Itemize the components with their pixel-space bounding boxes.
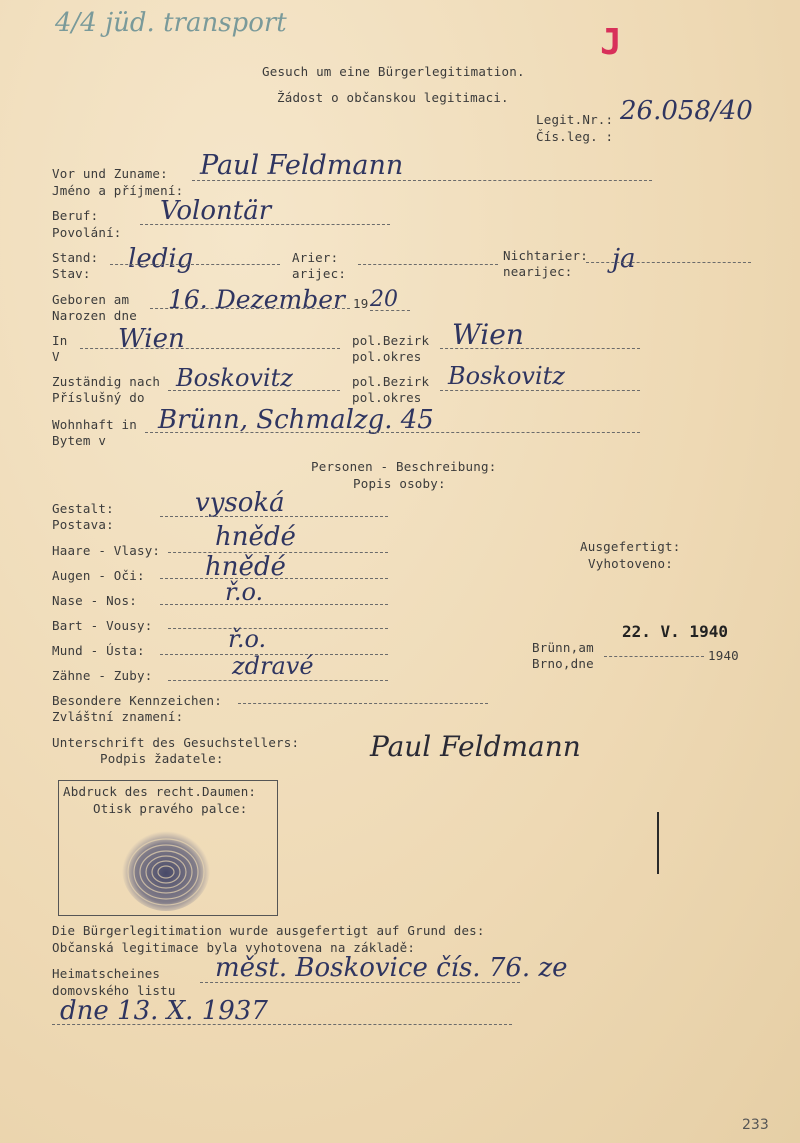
title-de: Gesuch um eine Bürgerlegitimation. bbox=[262, 64, 525, 79]
geb-label-cz: Narozen dne bbox=[52, 308, 137, 323]
stand-value: ledig bbox=[128, 244, 194, 274]
signature-label-cz: Podpis žadatele: bbox=[100, 751, 224, 766]
bezirk2-value: Boskovitz bbox=[448, 362, 565, 390]
gestalt-label-cz: Postava: bbox=[52, 517, 114, 532]
legit-label-de: Legit.Nr.: bbox=[536, 112, 614, 127]
nase-value: ř.o. bbox=[225, 578, 264, 606]
haare-label: Haare - Vlasy: bbox=[52, 543, 161, 558]
marks-label-de: Besondere Kennzeichen: bbox=[52, 693, 222, 708]
heimat-label-de: Heimatscheines bbox=[52, 966, 161, 981]
marks-label-cz: Zvláštní znamení: bbox=[52, 709, 184, 724]
desc-title-de: Personen - Beschreibung: bbox=[311, 459, 497, 474]
nichtarier-label-de: Nichtarier: bbox=[503, 248, 588, 263]
thumb-label-cz: Otisk pravého palce: bbox=[93, 801, 248, 816]
geb-year-prefix: 19 bbox=[353, 296, 369, 311]
page-number: 233 bbox=[742, 1117, 769, 1133]
wohn-label-cz: Bytem v bbox=[52, 433, 107, 448]
bezirk2-label-cz: pol.okres bbox=[352, 390, 422, 405]
legit-number: 26.058/40 bbox=[620, 96, 753, 126]
issued-stamp-date: 22. V. 1940 bbox=[622, 622, 728, 641]
basis-value-1: měst. Boskovice čís. 76. ze bbox=[215, 953, 568, 983]
desc-title-cz: Popis osoby: bbox=[353, 476, 446, 491]
wohn-value: Brünn, Schmalzg. 45 bbox=[158, 405, 434, 435]
arier-label-cz: arijec: bbox=[292, 266, 347, 281]
bezirk1-label-cz: pol.okres bbox=[352, 349, 422, 364]
issued-place-cz: Brno,dne bbox=[532, 656, 594, 671]
stand-label-de: Stand: bbox=[52, 250, 99, 265]
name-label-de: Vor und Zuname: bbox=[52, 166, 168, 181]
gestalt-label-de: Gestalt: bbox=[52, 501, 114, 516]
legit-label-cz: Čís.leg. : bbox=[536, 129, 614, 144]
stand-label-cz: Stav: bbox=[52, 266, 91, 281]
mund-value: ř.o. bbox=[228, 625, 267, 653]
arier-label-de: Arier: bbox=[292, 250, 339, 265]
stamp-letter-j: J bbox=[600, 22, 622, 63]
augen-label: Augen - Oči: bbox=[52, 568, 145, 583]
pencil-note: 4/4 jüd. transport bbox=[55, 8, 287, 38]
issued-label-cz: Vyhotoveno: bbox=[588, 556, 673, 571]
haare-value: hnědé bbox=[215, 522, 296, 552]
in-label-cz: V bbox=[52, 349, 60, 364]
mund-label: Mund - Ústa: bbox=[52, 643, 145, 658]
zaehne-value: zdravé bbox=[232, 652, 314, 680]
title-cz: Žádost o občanskou legitimaci. bbox=[277, 90, 509, 105]
zust-value: Boskovitz bbox=[176, 364, 293, 392]
thumb-label-de: Abdruck des recht.Daumen: bbox=[63, 784, 257, 799]
in-label-de: In bbox=[52, 333, 68, 348]
bezirk1-value: Wien bbox=[452, 318, 524, 351]
nichtarier-label-cz: nearijec: bbox=[503, 264, 573, 279]
bezirk1-label-de: pol.Bezirk bbox=[352, 333, 430, 348]
nichtarier-value: ja bbox=[612, 244, 636, 274]
zaehne-label: Zähne - Zuby: bbox=[52, 668, 153, 683]
beruf-value: Volontär bbox=[160, 196, 272, 226]
basis-value-2: dne 13. X. 1937 bbox=[60, 996, 268, 1026]
augen-value: hnědé bbox=[205, 552, 286, 582]
thumb-box bbox=[58, 780, 278, 916]
bart-label: Bart - Vousy: bbox=[52, 618, 153, 633]
heimat-label-cz: domovského listu bbox=[52, 983, 176, 998]
pen-stroke bbox=[657, 812, 659, 874]
signature-label-de: Unterschrift des Gesuchstellers: bbox=[52, 735, 300, 750]
basis-line-de: Die Bürgerlegitimation wurde ausgefertigt auf Grund des: bbox=[52, 923, 485, 938]
wohn-label-de: Wohnhaft in bbox=[52, 417, 137, 432]
zust-label-de: Zuständig nach bbox=[52, 374, 161, 389]
geb-label-de: Geboren am bbox=[52, 292, 130, 307]
in-value: Wien bbox=[118, 324, 185, 354]
issued-place-de: Brünn,am bbox=[532, 640, 594, 655]
beruf-label-cz: Povolání: bbox=[52, 225, 122, 240]
issued-label-de: Ausgefertigt: bbox=[580, 539, 681, 554]
gestalt-value: vysoká bbox=[195, 488, 285, 518]
geb-year-value: 20 bbox=[370, 287, 398, 312]
name-value: Paul Feldmann bbox=[200, 150, 404, 181]
thumbprint-icon bbox=[114, 817, 214, 915]
beruf-label-de: Beruf: bbox=[52, 208, 99, 223]
name-label-cz: Jméno a příjmení: bbox=[52, 183, 184, 198]
geb-value: 16. Dezember bbox=[168, 285, 345, 314]
bezirk2-label-de: pol.Bezirk bbox=[352, 374, 430, 389]
nase-label: Nase - Nos: bbox=[52, 593, 137, 608]
zust-label-cz: Příslušný do bbox=[52, 390, 145, 405]
issued-year: 1940 bbox=[708, 648, 739, 663]
basis-line-cz: Občanská legitimace byla vyhotovena na základě: bbox=[52, 940, 416, 955]
signature-value: Paul Feldmann bbox=[370, 730, 581, 763]
